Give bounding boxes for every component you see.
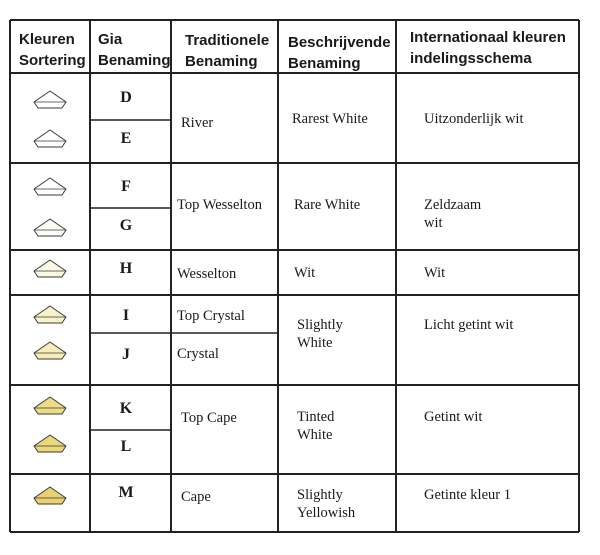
descriptive-rare-white: Rare White xyxy=(294,197,361,213)
descriptive-slightly-white-line1: Slightly xyxy=(297,317,343,333)
descriptive-wit: Wit xyxy=(294,265,316,281)
diamond-icon-k xyxy=(34,397,66,414)
gia-grade-e: E xyxy=(120,130,132,147)
gia-grade-k: K xyxy=(119,400,133,417)
descriptive-slightly-white-line2: White xyxy=(297,335,333,351)
diamond-icon-i xyxy=(34,306,66,323)
gia-grade-j: J xyxy=(122,346,130,363)
header-gia-line1: Gia xyxy=(98,31,123,48)
diamond-icon-f xyxy=(34,178,66,195)
header-descriptive-line2: Benaming xyxy=(288,55,361,72)
traditional-cape: Cape xyxy=(181,489,211,505)
international-wit: Wit xyxy=(424,265,446,281)
diamond-icon-j xyxy=(34,342,66,359)
descriptive-slightly-yellowish-line1: Slightly xyxy=(297,487,343,503)
international-uitzonderlijk-wit: Uitzonderlijk wit xyxy=(424,111,524,127)
traditional-top-cape: Top Cape xyxy=(181,410,237,426)
header-traditional-line2: Benaming xyxy=(185,53,258,70)
descriptive-tinted-white-line2: White xyxy=(297,427,333,443)
international-zeldzaam-wit-line1: Zeldzaam xyxy=(424,197,482,213)
international-zeldzaam-wit-line2: wit xyxy=(424,215,443,231)
header-traditional-line1: Traditionele xyxy=(185,32,270,49)
diamond-icon-m xyxy=(34,487,66,504)
diamond-icon-e xyxy=(34,130,66,147)
descriptive-rarest-white: Rarest White xyxy=(292,111,368,127)
traditional-river: River xyxy=(181,115,214,131)
descriptive-slightly-yellowish-line2: Yellowish xyxy=(297,505,356,521)
gia-grade-f: F xyxy=(121,178,131,195)
gia-grade-i: I xyxy=(122,307,130,324)
diamond-icon-l xyxy=(34,435,66,452)
traditional-crystal: Crystal xyxy=(177,346,219,362)
diamond-icon-d xyxy=(34,91,66,108)
traditional-top-crystal: Top Crystal xyxy=(177,308,245,324)
gia-grade-m: M xyxy=(118,484,134,501)
international-licht-getint-wit: Licht getint wit xyxy=(424,317,514,333)
gia-grade-l: L xyxy=(120,438,132,455)
international-getinte-kleur-1: Getinte kleur 1 xyxy=(424,487,511,503)
header-international-line1: Internationaal kleuren xyxy=(410,29,566,46)
header-gia-line2: Benaming xyxy=(98,52,171,69)
header-sorting-line2: Sortering xyxy=(19,52,86,69)
gia-grade-d: D xyxy=(120,89,132,106)
descriptive-tinted-white-line1: Tinted xyxy=(297,409,335,425)
gia-grade-g: G xyxy=(119,217,133,234)
header-international-line2: indelingsschema xyxy=(410,50,532,67)
traditional-wesselton: Wesselton xyxy=(177,266,237,282)
international-getint-wit: Getint wit xyxy=(424,409,483,425)
gia-grade-h: H xyxy=(119,260,133,277)
header-sorting-line1: Kleuren xyxy=(19,31,75,48)
traditional-top-wesselton: Top Wesselton xyxy=(177,197,262,213)
diamond-icon-h xyxy=(34,260,66,277)
header-descriptive-line1: Beschrijvende xyxy=(288,34,391,51)
diamond-icon-g xyxy=(34,219,66,236)
